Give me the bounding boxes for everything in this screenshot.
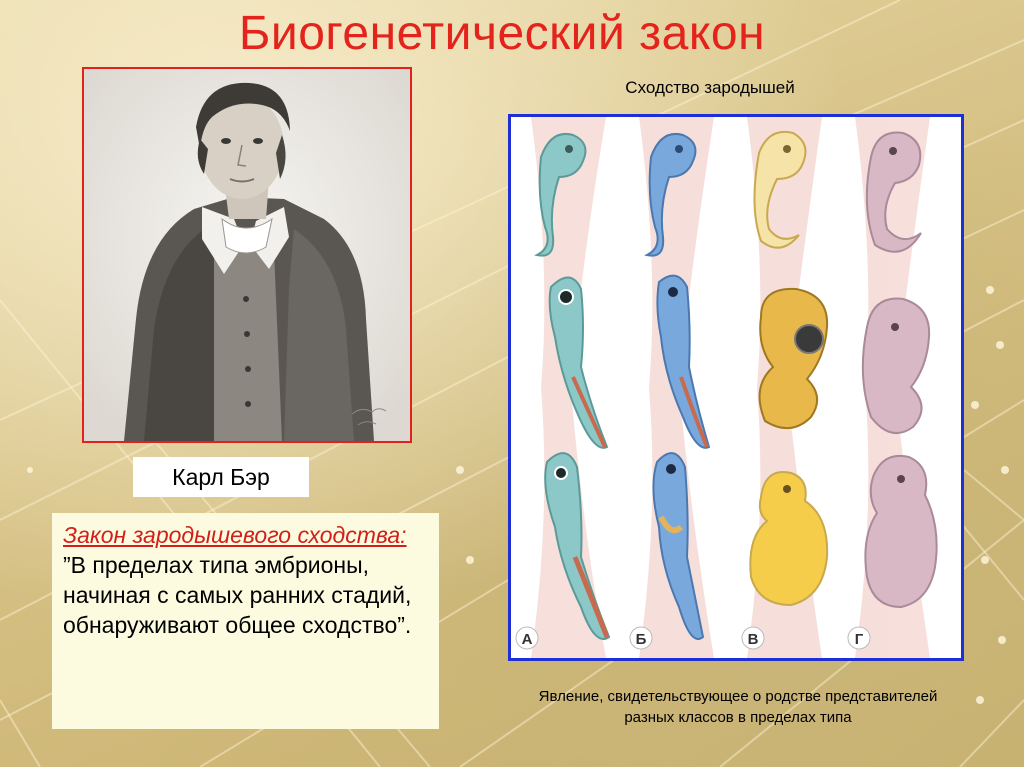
embryo-v-stage2 bbox=[760, 289, 828, 428]
law-term: Закон зародышевого сходства: bbox=[63, 522, 407, 548]
column-label-v: В bbox=[747, 631, 759, 648]
law-text-box bbox=[52, 513, 439, 729]
figure-title: Сходство зародышей bbox=[625, 78, 795, 97]
embryo-v-stage3 bbox=[750, 472, 827, 605]
embryo-g-stage3 bbox=[865, 456, 936, 607]
embryo-g-stage2 bbox=[863, 299, 929, 434]
law-definition: ”В пределах типа эмбрионы, начиная с самых ранних стадий, обнаруживают общее сходство”. bbox=[63, 552, 412, 638]
embryo-figure bbox=[508, 114, 964, 661]
figure-caption: Явление, свидетельствующее о родстве представителей разных классов в пределах типа bbox=[538, 688, 938, 726]
karl-baer-portrait bbox=[84, 69, 410, 441]
column-label-g: Г bbox=[854, 631, 864, 648]
portrait-image bbox=[82, 67, 412, 443]
column-label-a: А bbox=[521, 631, 533, 648]
slide-title: Биогенетический закон bbox=[238, 7, 766, 60]
portrait-name-label: Карл Бэр bbox=[133, 457, 309, 497]
embryo-similarity-illustration bbox=[511, 117, 961, 658]
column-label-b: Б bbox=[635, 631, 647, 648]
